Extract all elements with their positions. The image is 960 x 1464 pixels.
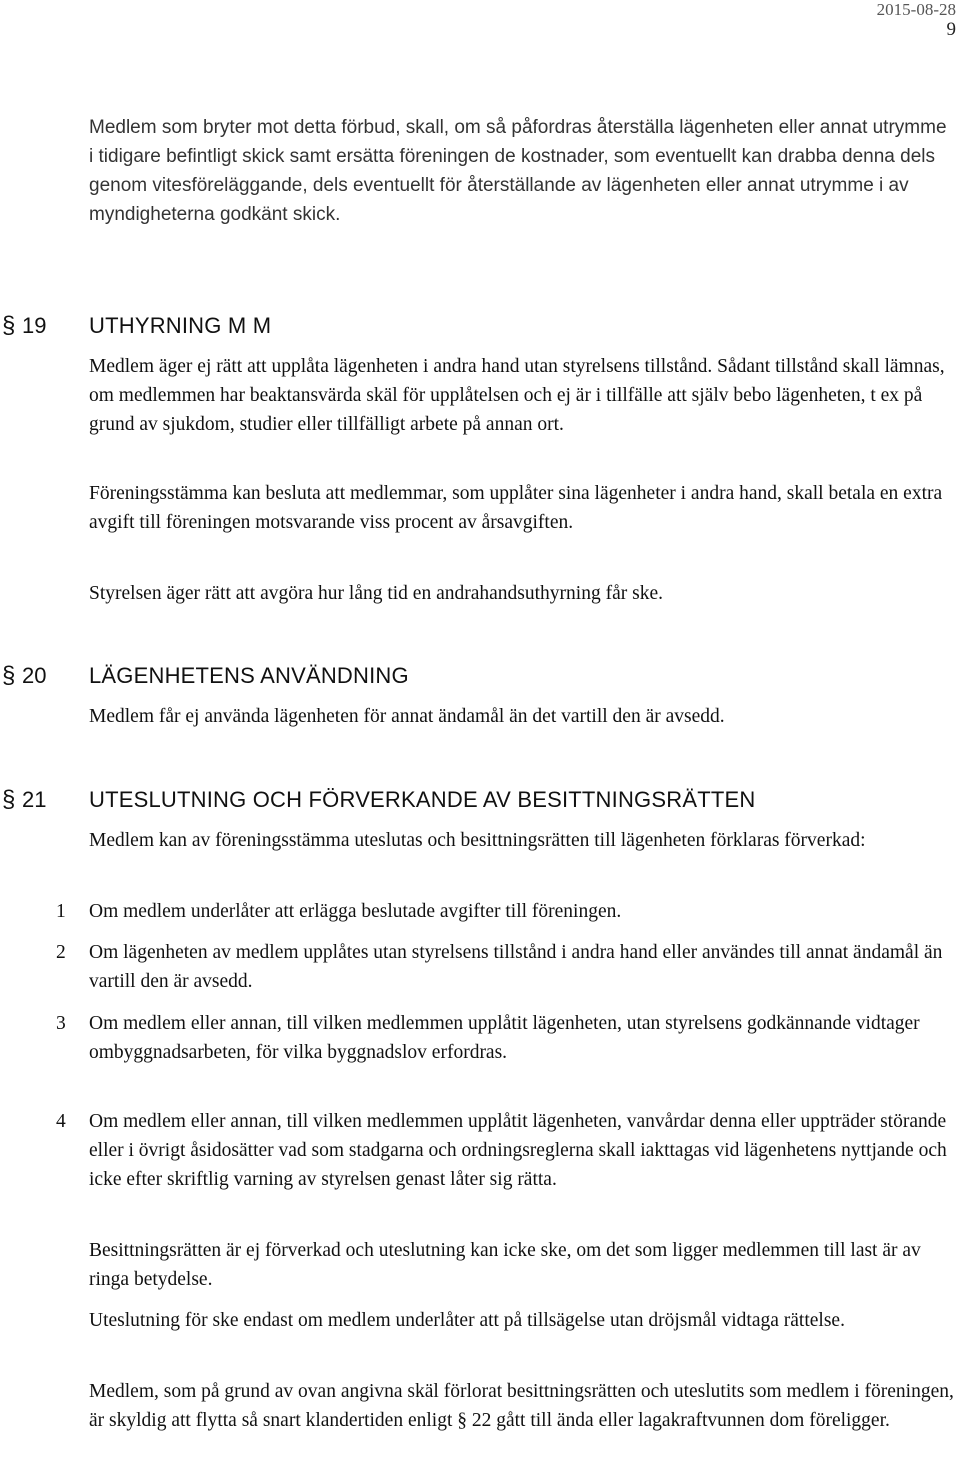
- section-19-heading: [0, 309, 960, 343]
- list-text: Om medlem underlåter att erlägga beslutade avgifter till föreningen.: [89, 901, 622, 922]
- list-number: 2: [56, 942, 66, 963]
- section-21-heading: [0, 783, 960, 817]
- section-symbol: §: [2, 786, 16, 813]
- section-number: 21: [22, 787, 47, 812]
- section-20-heading: [0, 659, 960, 693]
- section-number: 20: [22, 663, 47, 688]
- section-19-paragraph-1: Medlem äger ej rätt att upplåta lägenheten i andra hand utan styrelsens tillstånd. Sådant tillstånd skall lämnas, om medlemmen har beaktansvärda skäl för upplåtelsen och ej är i tillfälle att själv bebo lägenheten, t ex på grund av sjukdom, studier eller tillfälligt arbete på annan ort.: [89, 356, 945, 435]
- section-21-paragraph-1: Medlem kan av föreningsstämma uteslutas och besittningsrätten till lägenheten förklaras förverkad:: [89, 830, 866, 851]
- section-number: 19: [22, 313, 47, 338]
- section-19-paragraph-3: Styrelsen äger rätt att avgöra hur lång tid en andrahandsuthyrning får ske.: [89, 583, 663, 604]
- section-21-after-3: Medlem, som på grund av ovan angivna skäl förlorat besittningsrätten och uteslutits som medlem i föreningen, är skyldig att flytta så snart klandertiden enligt § 22 gått till ända eller lagakraftvunnen dom föreligger.: [89, 1381, 954, 1431]
- intro-paragraph: Medlem som bryter mot detta förbud, skall, om så påfordras återställa lägenheten eller annat utrymme i tidigare befintligt skick samt ersätta föreningen de kostnader, som eventuellt kan drabba denna dels genom vitesföreläggande, dels eventuellt för återställande av lägenheten eller annat utrymme i av myndigheterna godkänt skick.: [89, 117, 947, 225]
- section-title: UTHYRNING M M: [89, 313, 272, 338]
- list-number: 1: [56, 901, 66, 922]
- section-21-after-1: Besittningsrätten är ej förverkad och uteslutning kan icke ske, om det som ligger medlemmen till last är av ringa betydelse.: [89, 1240, 921, 1290]
- header-date: 2015-08-28: [876, 0, 956, 19]
- section-19-paragraph-2: Föreningsstämma kan besluta att medlemmar, som upplåter sina lägenheter i andra hand, skall betala en extra avgift till föreningen motsvarande viss procent av årsavgiften.: [89, 483, 943, 533]
- section-symbol: §: [2, 312, 16, 339]
- section-title: LÄGENHETENS ANVÄNDNING: [89, 663, 409, 688]
- list-text: Om medlem eller annan, till vilken medlemmen upplåtit lägenheten, vanvårdar denna eller uppträder störande eller i övrigt åsidosätter vad som stadgarna och ordningsreglerna skall iakttagas vid lägenhetens nyttjande och icke efter skriftlig varning av styrelsen genast låter sig rätta.: [89, 1111, 947, 1190]
- list-number: 3: [56, 1013, 66, 1034]
- page-number: 9: [946, 19, 956, 40]
- section-20-paragraph-1: Medlem får ej använda lägenheten för annat ändamål än det vartill den är avsedd.: [89, 706, 725, 727]
- section-title: UTESLUTNING OCH FÖRVERKANDE AV BESITTNINGSRÄTTEN: [89, 787, 756, 812]
- list-number: 4: [56, 1111, 66, 1132]
- list-text: Om lägenheten av medlem upplåtes utan styrelsens tillstånd i andra hand eller användes till annat ändamål än vartill den är avsedd.: [89, 942, 943, 992]
- section-21-after-2: Uteslutning för ske endast om medlem underlåter att på tillsägelse utan dröjsmål vidtaga rättelse.: [89, 1310, 845, 1331]
- list-text: Om medlem eller annan, till vilken medlemmen upplåtit lägenheten, utan styrelsens godkännande vidtager ombyggnadsarbeten, för vilka byggnadslov erfordras.: [89, 1013, 920, 1063]
- section-symbol: §: [2, 662, 16, 689]
